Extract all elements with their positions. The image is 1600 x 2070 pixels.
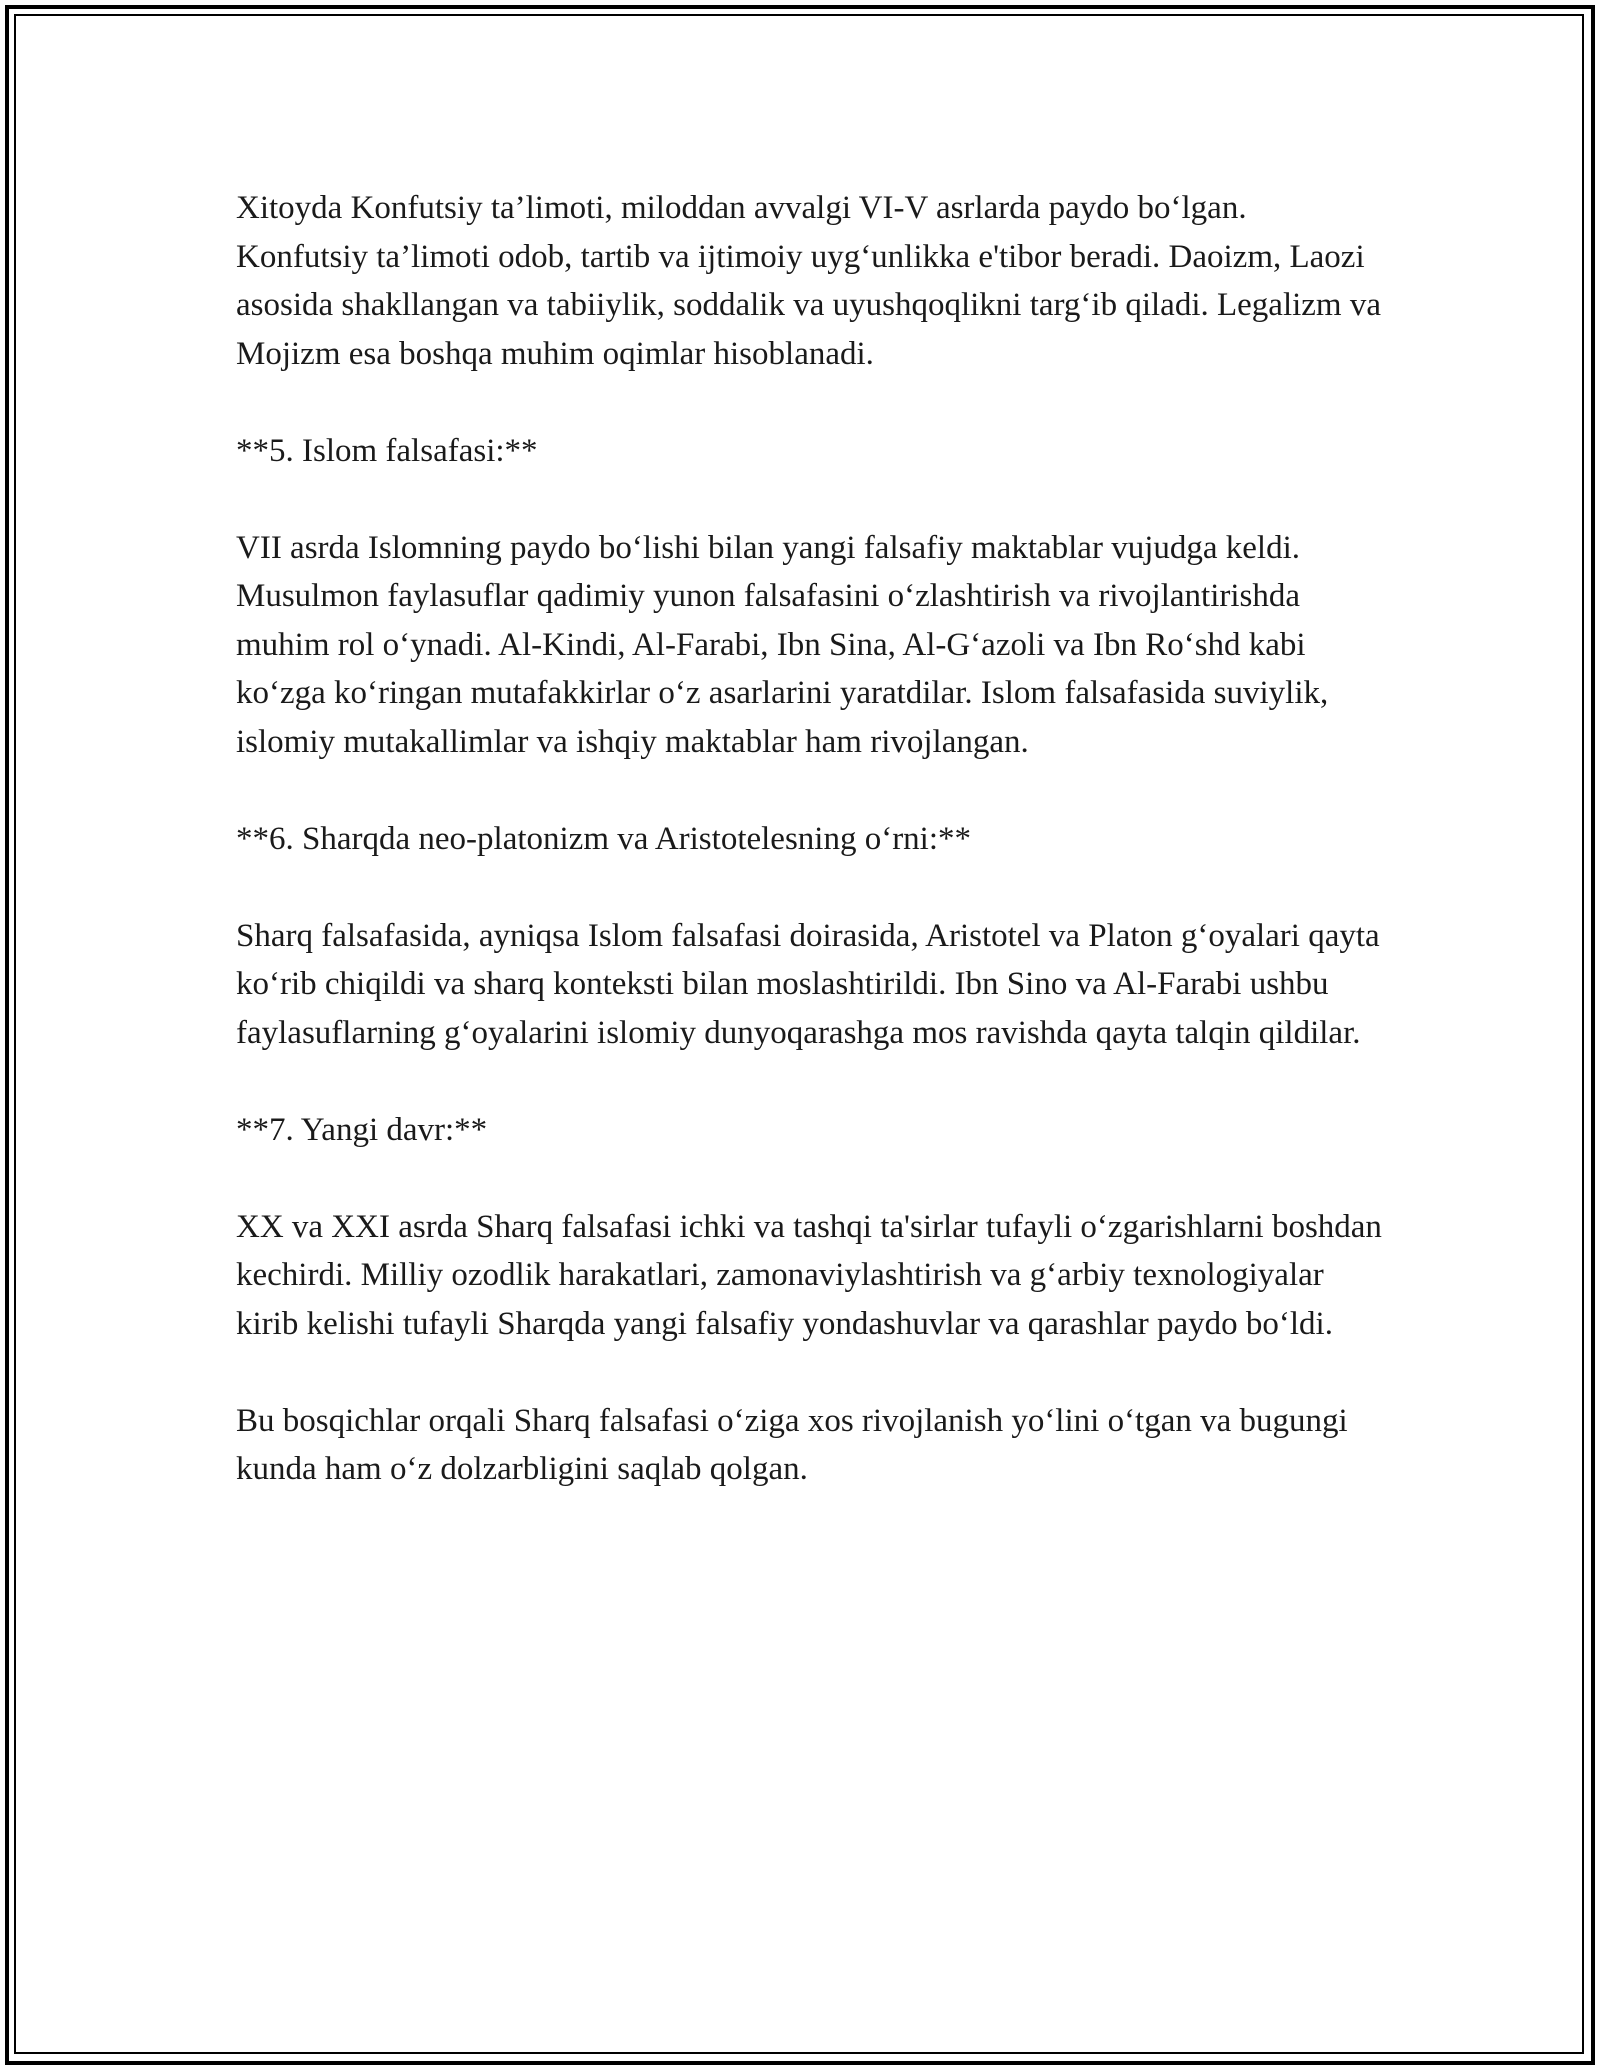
paragraph-new-era: XX va XXI asrda Sharq falsafasi ichki va tashqi ta'sirlar tufayli o‘zgarishlarni boshdan kechirdi. Milliy ozodlik harakatlari, zamonaviylashtirish va g‘arbiy texnologiyalar kirib kelishi tufayli Sharqda yangi falsafiy yondashuvlar va qarashlar paydo bo‘ldi. bbox=[236, 1208, 1382, 1342]
paragraph-islamic-philosophy: VII asrda Islomning paydo bo‘lishi bilan yangi falsafiy maktablar vujudga keldi. Musulmon faylasuflar qadimiy yunon falsafasini o‘zlashtirish va rivojlantirishda muhim rol o‘ynadi. Al-Kindi, Al-Farabi, Ibn Sina, Al-G‘azoli va Ibn Ro‘shd kabi ko‘zga ko‘ringan mutafakkirlar o‘z asarlarini yaratdilar. Islom falsafasida suviylik, islomiy mutakallimlar va ishqiy maktablar ham rivojlangan. bbox=[236, 529, 1329, 760]
paragraph-china-philosophy: Xitoyda Konfutsiy ta’limoti, miloddan avvalgi VI-V asrlarda paydo bo‘lgan. Konfutsiy ta’limoti odob, tartib va ijtimoiy uyg‘unlikka e'tibor beradi. Daoizm, Laozi asosida shakllangan va tabiiylik, soddalik va uyushqoqlikni targ‘ib qiladi. Legalizm va Mojizm esa boshqa muhim oqimlar hisoblanadi. bbox=[236, 190, 1381, 372]
paragraph-conclusion: Bu bosqichlar orqali Sharq falsafasi o‘ziga xos rivojlanish yo‘lini o‘tgan va bugungi kunda ham o‘z dolzarbligini saqlab qolgan. bbox=[236, 1402, 1348, 1487]
heading-new-era: **7. Yangi davr:** bbox=[236, 1111, 488, 1148]
heading-islamic-philosophy: **5. Islom falsafasi:** bbox=[236, 432, 538, 469]
document-body bbox=[236, 184, 1386, 1494]
paragraph-neoplatonism: Sharq falsafasida, ayniqsa Islom falsafasi doirasida, Aristotel va Platon g‘oyalari qayta ko‘rib chiqildi va sharq konteksti bilan moslashtirildi. Ibn Sino va Al-Farabi ushbu faylasuflarning g‘oyalarini islomiy dunyoqarashga mos ravishda qayta talqin qildilar. bbox=[236, 917, 1380, 1051]
heading-neoplatonism: **6. Sharqda neo-platonizm va Aristotelesning o‘rni:** bbox=[236, 820, 972, 857]
